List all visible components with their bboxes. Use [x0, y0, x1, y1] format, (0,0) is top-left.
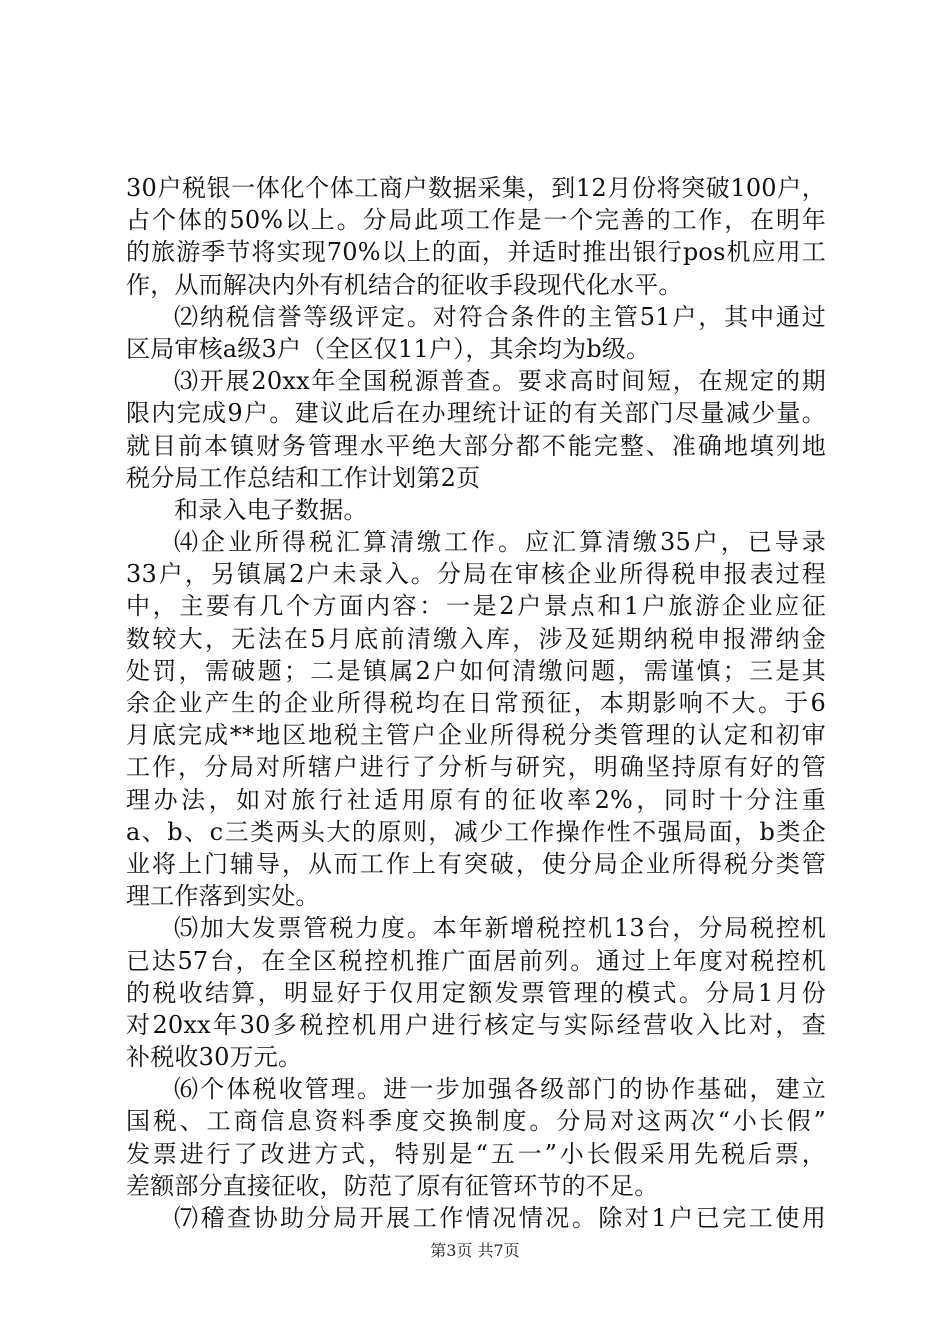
text-line: 发票进行了改进方式，特别是“五一”小长假采用先税后票， [126, 1139, 826, 1168]
text-line: 余企业产生的企业所得税均在日常预征，本期影响不大。于6 [126, 689, 826, 717]
text-line: 理办法，如对旅行社适用原有的征收率2%，同时十分注重 [126, 785, 826, 814]
text-line: ⑹个体税收管理。进一步加强各级部门的协作基础，建立 [174, 1075, 826, 1104]
text-line: 33户，另镇属2户未录入。分局在审核企业所得税申报表过程 [126, 560, 826, 589]
text-line: ⑺稽查协助分局开展工作情况情况。除对1户已完工使用 [174, 1204, 826, 1232]
text-line: 处罚，需破题；二是镇属2户如何清缴问题，需谨慎；三是其 [126, 656, 826, 685]
text-line: 国税、工商信息资料季度交换制度。分局对这两次“小长假” [126, 1107, 826, 1136]
text-line: 理工作落到实处。 [126, 882, 320, 911]
text-line: 补税收30万元。 [126, 1043, 303, 1072]
text-line: 月底完成**地区地税主管户企业所得税分类管理的认定和初审 [126, 721, 826, 750]
text-line: 区局审核a级3户（全区仅11户），其余均为b级。 [126, 334, 651, 363]
text-line: a、b、c三类两头大的原则，减少工作操作性不强局面，b类企 [126, 817, 826, 846]
text-line: ⑵纳税信誉等级评定。对符合条件的主管51户，其中通过 [174, 302, 826, 331]
text-line: ⑶开展20xx年全国税源普查。要求高时间短，在规定的期 [174, 367, 826, 396]
text-line: 对20xx年30多税控机用户进行核定与实际经营收入比对，查 [126, 1010, 826, 1039]
text-line: 限内完成9户。建议此后在办理统计证的有关部门尽量减少量。 [126, 399, 826, 428]
document-body [126, 172, 826, 1234]
text-line: 30户税银一体化个体工商户数据采集，到12月份将突破100户， [126, 174, 826, 202]
text-line: 的旅游季节将实现70%以上的面，并适时推出银行pos机应用工 [126, 238, 826, 267]
text-line: ⑸加大发票管税力度。本年新增税控机13台，分局税控机 [174, 914, 826, 943]
text-line: 数较大，无法在5月底前清缴入库，涉及延期纳税申报滞纳金 [126, 624, 826, 653]
text-line: 作，从而解决内外有机结合的征收手段现代化水平。 [126, 270, 683, 299]
text-line: 占个体的50%以上。分局此项工作是一个完善的工作，在明年 [126, 206, 826, 235]
text-line: 中，主要有几个方面内容：一是2户景点和1户旅游企业应征 [126, 592, 826, 621]
text-line: 差额部分直接征收，防范了原有征管环节的不足。 [126, 1171, 659, 1200]
text-line: 就目前本镇财务管理水平绝大部分都不能完整、准确地填列地 [126, 431, 826, 460]
text-line: 已达57台，在全区税控机推广面居前列。通过上年度对税控机 [126, 946, 826, 975]
text-line: 和录入电子数据。 [174, 495, 368, 524]
text-line: 业将上门辅导，从而工作上有突破，使分局企业所得税分类管 [126, 849, 826, 878]
page-footer: 第3页 共7页 [430, 1241, 520, 1260]
text-line: ⑷企业所得税汇算清缴工作。应汇算清缴35户，已导录 [174, 528, 826, 557]
text-line: 的税收结算，明显好于仅用定额发票管理的模式。分局1月份 [126, 978, 826, 1007]
text-line: 工作，分局对所辖户进行了分析与研究，明确坚持原有好的管 [126, 753, 826, 782]
text-line: 税分局工作总结和工作计划第2页 [126, 463, 481, 492]
